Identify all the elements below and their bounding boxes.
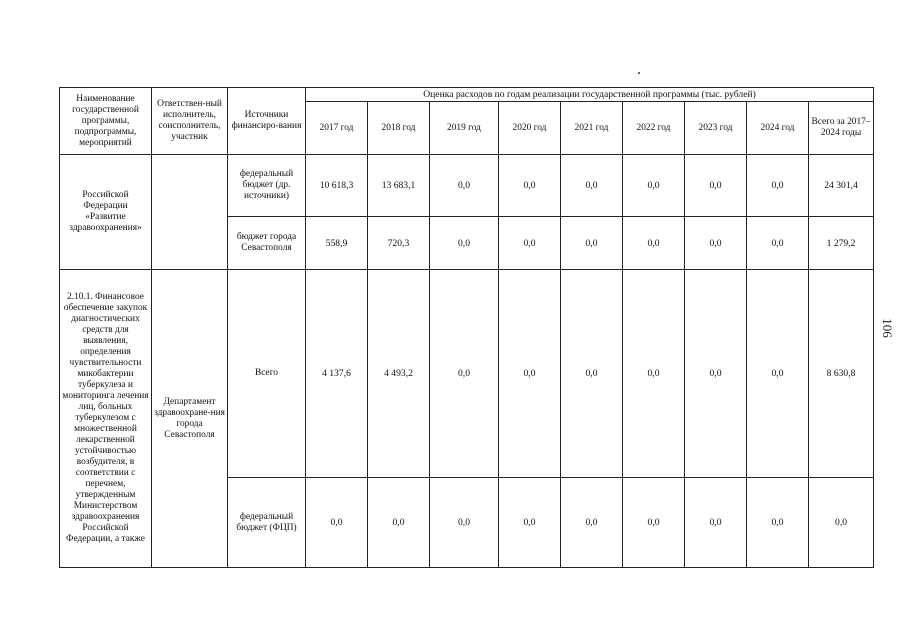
- budget-table: [59, 87, 874, 568]
- value-cell: 0,0: [430, 217, 499, 270]
- value-cell: 0,0: [685, 270, 747, 478]
- responsible-cell: [152, 155, 228, 270]
- value-cell: 0,0: [499, 155, 561, 217]
- value-cell: 4 493,2: [368, 270, 430, 478]
- table-row: [60, 270, 874, 478]
- header-year: 2023 год: [685, 102, 747, 155]
- value-cell: 0,0: [430, 270, 499, 478]
- value-cell: 0,0: [499, 270, 561, 478]
- value-cell: 0,0: [685, 155, 747, 217]
- value-cell: 0,0: [430, 155, 499, 217]
- total-cell: 8 630,8: [809, 270, 874, 478]
- value-cell: 4 137,6: [306, 270, 368, 478]
- value-cell: 0,0: [747, 478, 809, 568]
- value-cell: 0,0: [561, 478, 623, 568]
- value-cell: 0,0: [499, 478, 561, 568]
- header-year: 2021 год: [561, 102, 623, 155]
- table-row: [60, 155, 874, 217]
- value-cell: 720,3: [368, 217, 430, 270]
- total-cell: 1 279,2: [809, 217, 874, 270]
- value-cell: 0,0: [747, 270, 809, 478]
- value-cell: 10 618,3: [306, 155, 368, 217]
- value-cell: 0,0: [368, 478, 430, 568]
- header-year: 2024 год: [747, 102, 809, 155]
- value-cell: 0,0: [430, 478, 499, 568]
- header-year: 2019 год: [430, 102, 499, 155]
- total-cell: 24 301,4: [809, 155, 874, 217]
- value-cell: 0,0: [747, 155, 809, 217]
- total-cell: 0,0: [809, 478, 874, 568]
- value-cell: 0,0: [623, 155, 685, 217]
- header-total: Всего за 2017–2024 годы: [809, 102, 874, 155]
- source-cell: федеральный бюджет (др. источники): [228, 155, 306, 217]
- value-cell: 0,0: [747, 217, 809, 270]
- source-cell: Всего: [228, 270, 306, 478]
- header-responsible: Ответствен-ный исполнитель, соисполнитель, участник: [152, 88, 228, 155]
- header-name: Наименование государственной программы, подпрограммы, мероприятий: [60, 88, 152, 155]
- value-cell: 0,0: [561, 155, 623, 217]
- value-cell: 0,0: [499, 217, 561, 270]
- value-cell: 0,0: [623, 270, 685, 478]
- header-year: 2017 год: [306, 102, 368, 155]
- value-cell: 0,0: [623, 478, 685, 568]
- program-name-cell: Российской Федерации «Развитие здравоохранения»: [60, 155, 152, 270]
- header-year: 2018 год: [368, 102, 430, 155]
- value-cell: 0,0: [685, 217, 747, 270]
- scan-speck: [638, 72, 640, 74]
- activity-name-cell: 2.10.1. Финансовое обеспечение закупок диагностических средств для выявления, определения чувствительности микобактерии туберкулеза и мониторинга лечения лиц, больных туберкулезом с множественной лекарственной устойчивостью возбудителя, в соответствии с перечнем, утвержденным Министерством здравоохранения Российской Федерации, а также: [60, 270, 152, 568]
- value-cell: 0,0: [623, 217, 685, 270]
- value-cell: 558,9: [306, 217, 368, 270]
- page-number: 106: [879, 318, 895, 338]
- value-cell: 0,0: [685, 478, 747, 568]
- source-cell: бюджет города Севастополя: [228, 217, 306, 270]
- header-source: Источники финансиро-вания: [228, 88, 306, 155]
- value-cell: 0,0: [306, 478, 368, 568]
- value-cell: 0,0: [561, 217, 623, 270]
- source-cell: федеральный бюджет (ФЦП): [228, 478, 306, 568]
- header-year: 2022 год: [623, 102, 685, 155]
- header-expense-group: Оценка расходов по годам реализации государственной программы (тыс. рублей): [306, 88, 874, 102]
- header-year: 2020 год: [499, 102, 561, 155]
- value-cell: 13 683,1: [368, 155, 430, 217]
- value-cell: 0,0: [561, 270, 623, 478]
- responsible-cell: Департамент здравоохране-ния города Севастополя: [152, 270, 228, 568]
